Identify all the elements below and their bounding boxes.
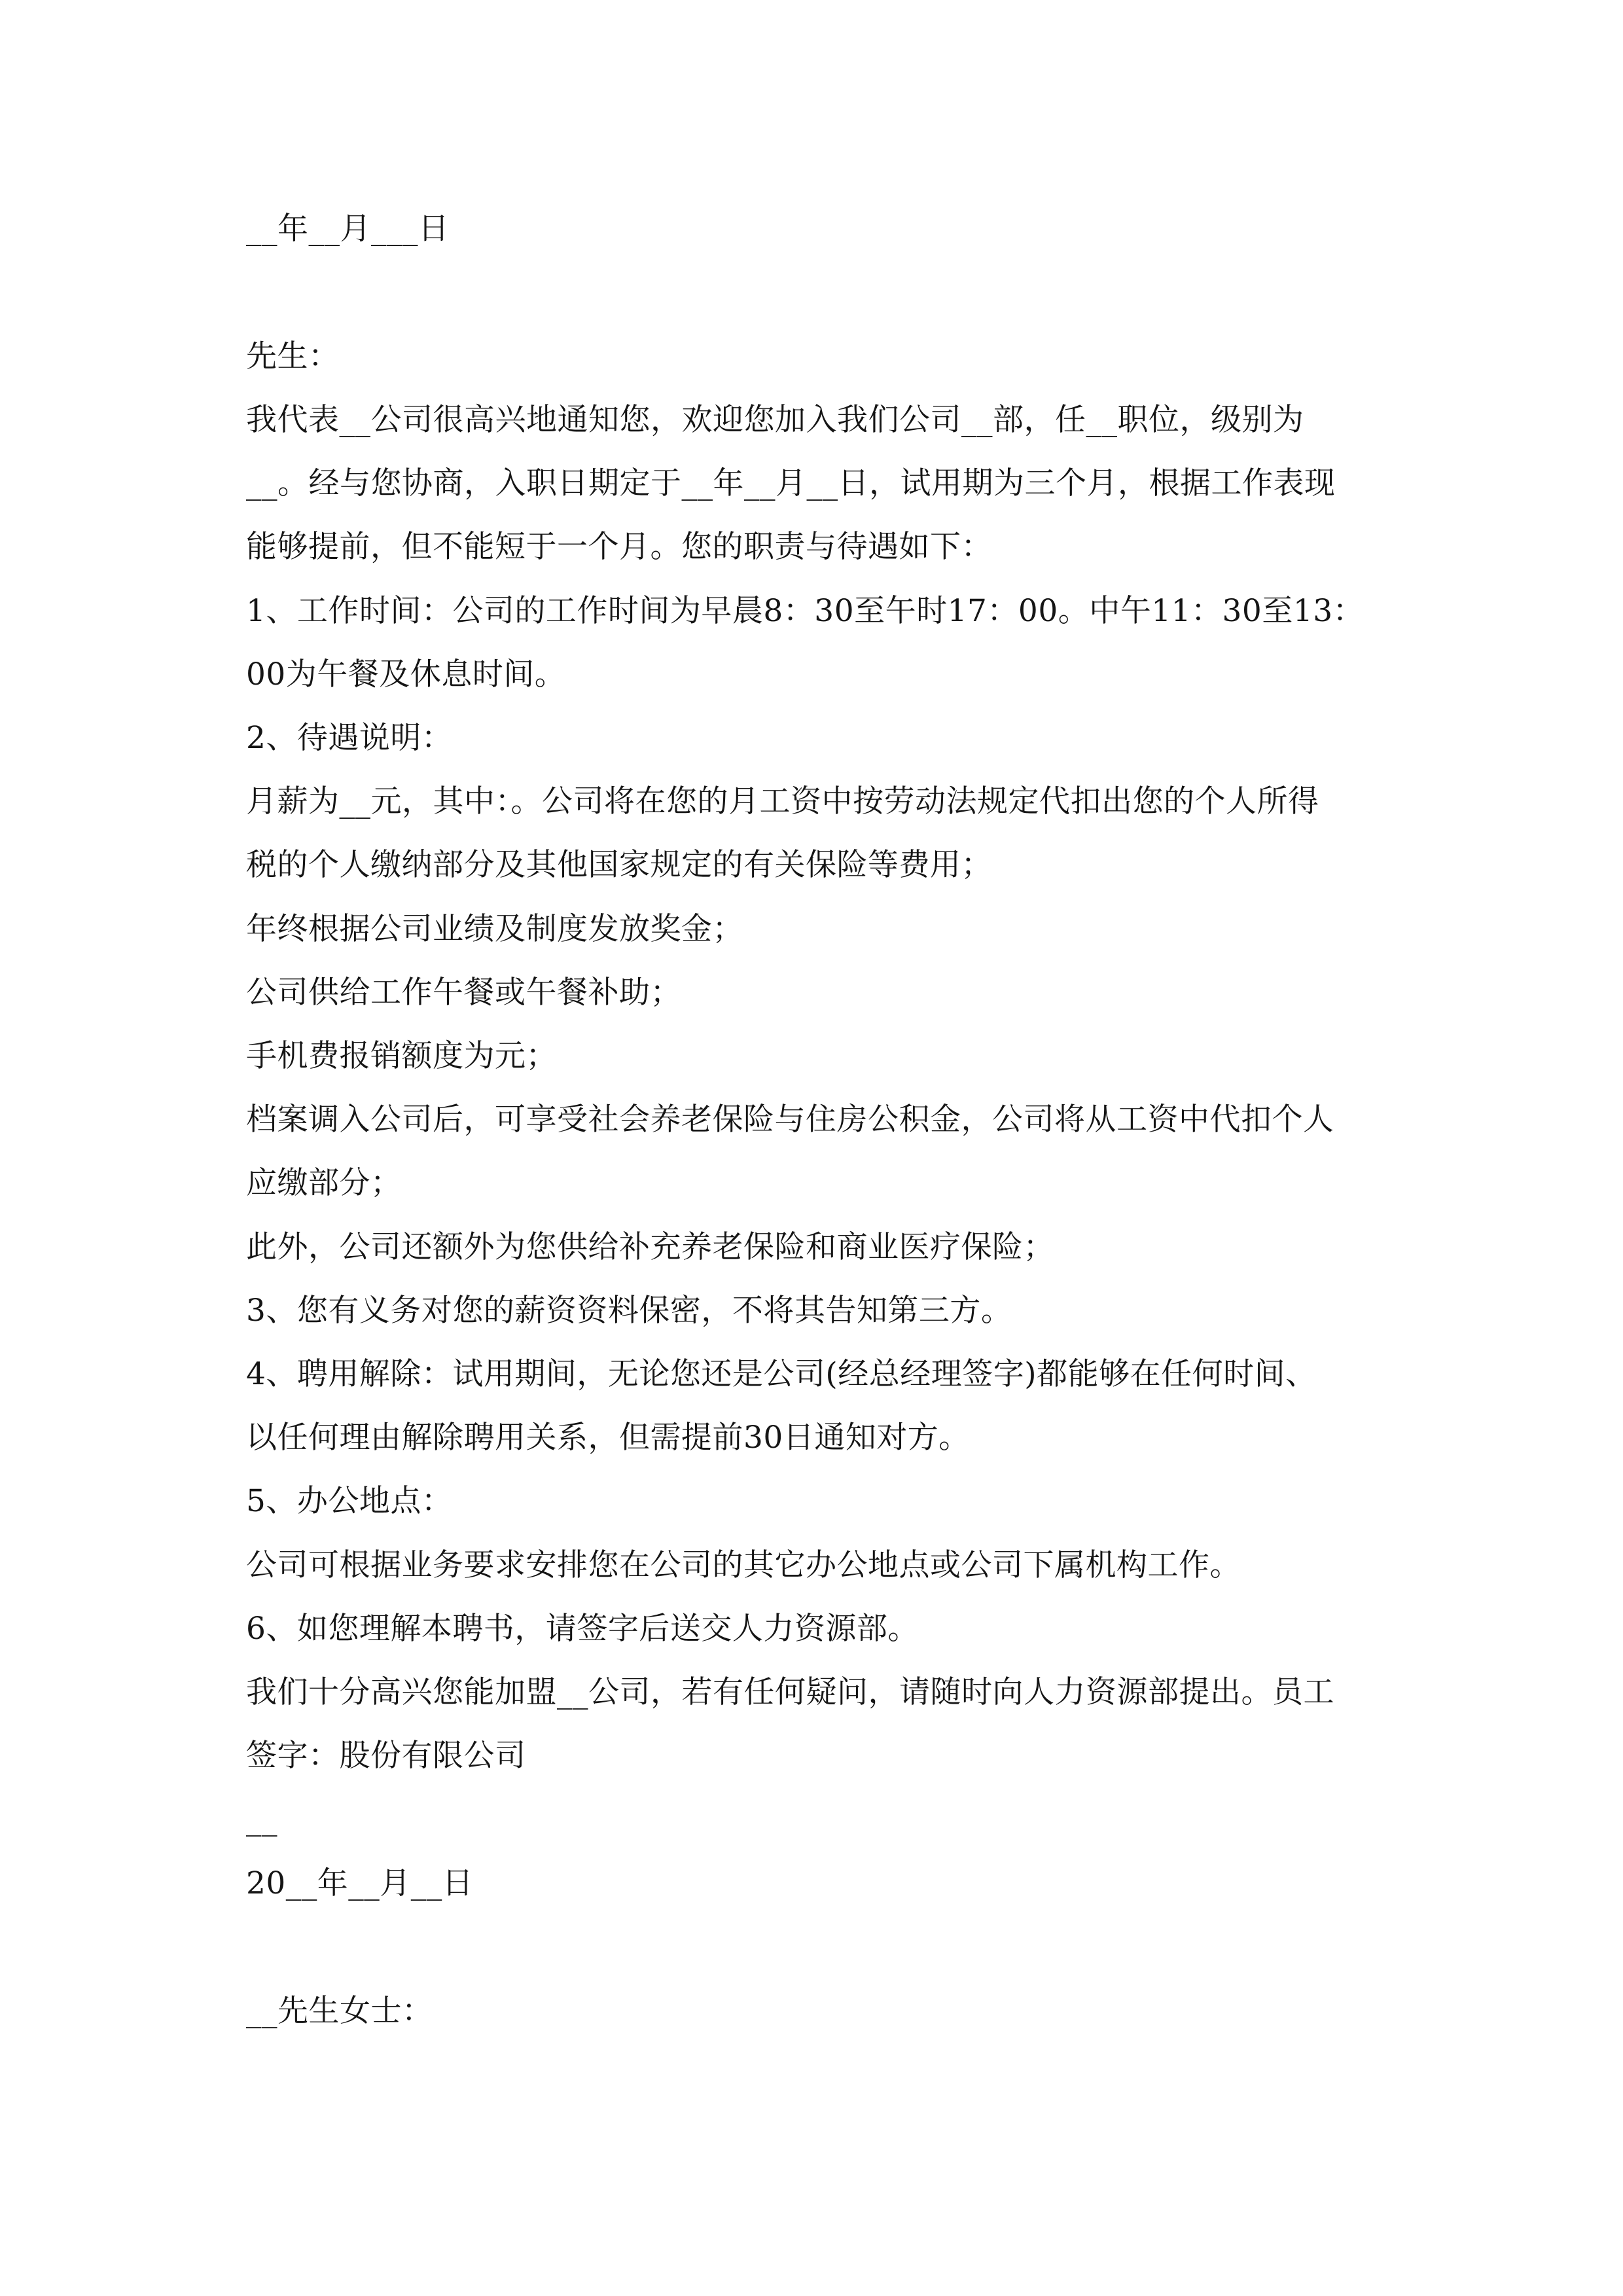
extra-insurance-text: 此外，公司还额外为您供给补充养老保险和商业医疗保险； (246, 1229, 1054, 1265)
closing-line-1: 我们十分高兴您能加盟__公司，若有任何疑问，请随时向人力资源部提出。员工 (246, 1674, 1334, 1710)
date-top: __年__月___日 (246, 211, 450, 247)
salary-line-2: 税的个人缴纳部分及其他国家规定的有关保险等费用； (246, 847, 992, 883)
sign-instruction: 6、如您理解本聘书，请签字后送交人力资源部。 (246, 1611, 919, 1647)
intro-line-1: 我代表__公司很高兴地通知您，欢迎您加入我们公司__部，任__职位，级别为 (246, 402, 1304, 438)
phone-text: 手机费报销额度为元； (246, 1038, 557, 1074)
location-heading: 5、办公地点： (246, 1483, 453, 1519)
salutation-2: __先生女士： (246, 1993, 433, 2029)
termination-line-2: 以任何理由解除聘用关系，但需提前30日通知对方。 (246, 1420, 970, 1456)
salutation: 先生： (246, 338, 340, 374)
blank-mark: __ (246, 1801, 277, 1837)
location-text: 公司可根据业务要求安排您在公司的其它办公地点或公司下属机构工作。 (246, 1547, 1241, 1583)
lunch-text: 公司供给工作午餐或午餐补助； (246, 975, 681, 1011)
bonus-text: 年终根据公司业绩及制度发放奖金； (246, 911, 743, 947)
work-time-line-2: 00为午餐及休息时间。 (246, 656, 566, 692)
closing-line-2: 签字：股份有限公司 (246, 1738, 526, 1774)
termination-line-1: 4、聘用解除：试用期间，无论您还是公司(经总经理签字)都能够在任何时间、 (246, 1356, 1317, 1392)
intro-line-2: __。经与您协商，入职日期定于__年__月__日，试用期为三个月，根据工作表现 (246, 465, 1336, 501)
benefits-heading: 2、待遇说明： (246, 720, 453, 756)
insurance-line-2: 应缴部分； (246, 1165, 402, 1201)
confidentiality-text: 3、您有义务对您的薪资资料保密，不将其告知第三方。 (246, 1293, 1012, 1329)
salary-line-1: 月薪为__元，其中：。公司将在您的月工资中按劳动法规定代扣出您的个人所得 (246, 783, 1319, 819)
date-bottom: 20__年__月__日 (246, 1865, 474, 1901)
intro-line-3: 能够提前，但不能短于一个月。您的职责与待遇如下： (246, 529, 992, 565)
insurance-line-1: 档案调入公司后，可享受社会养老保险与住房公积金，公司将从工资中代扣个人 (246, 1102, 1334, 1138)
work-time-line-1: 1、工作时间：公司的工作时间为早晨8：30至午时17：00。中午11：30至13： (246, 593, 1364, 629)
